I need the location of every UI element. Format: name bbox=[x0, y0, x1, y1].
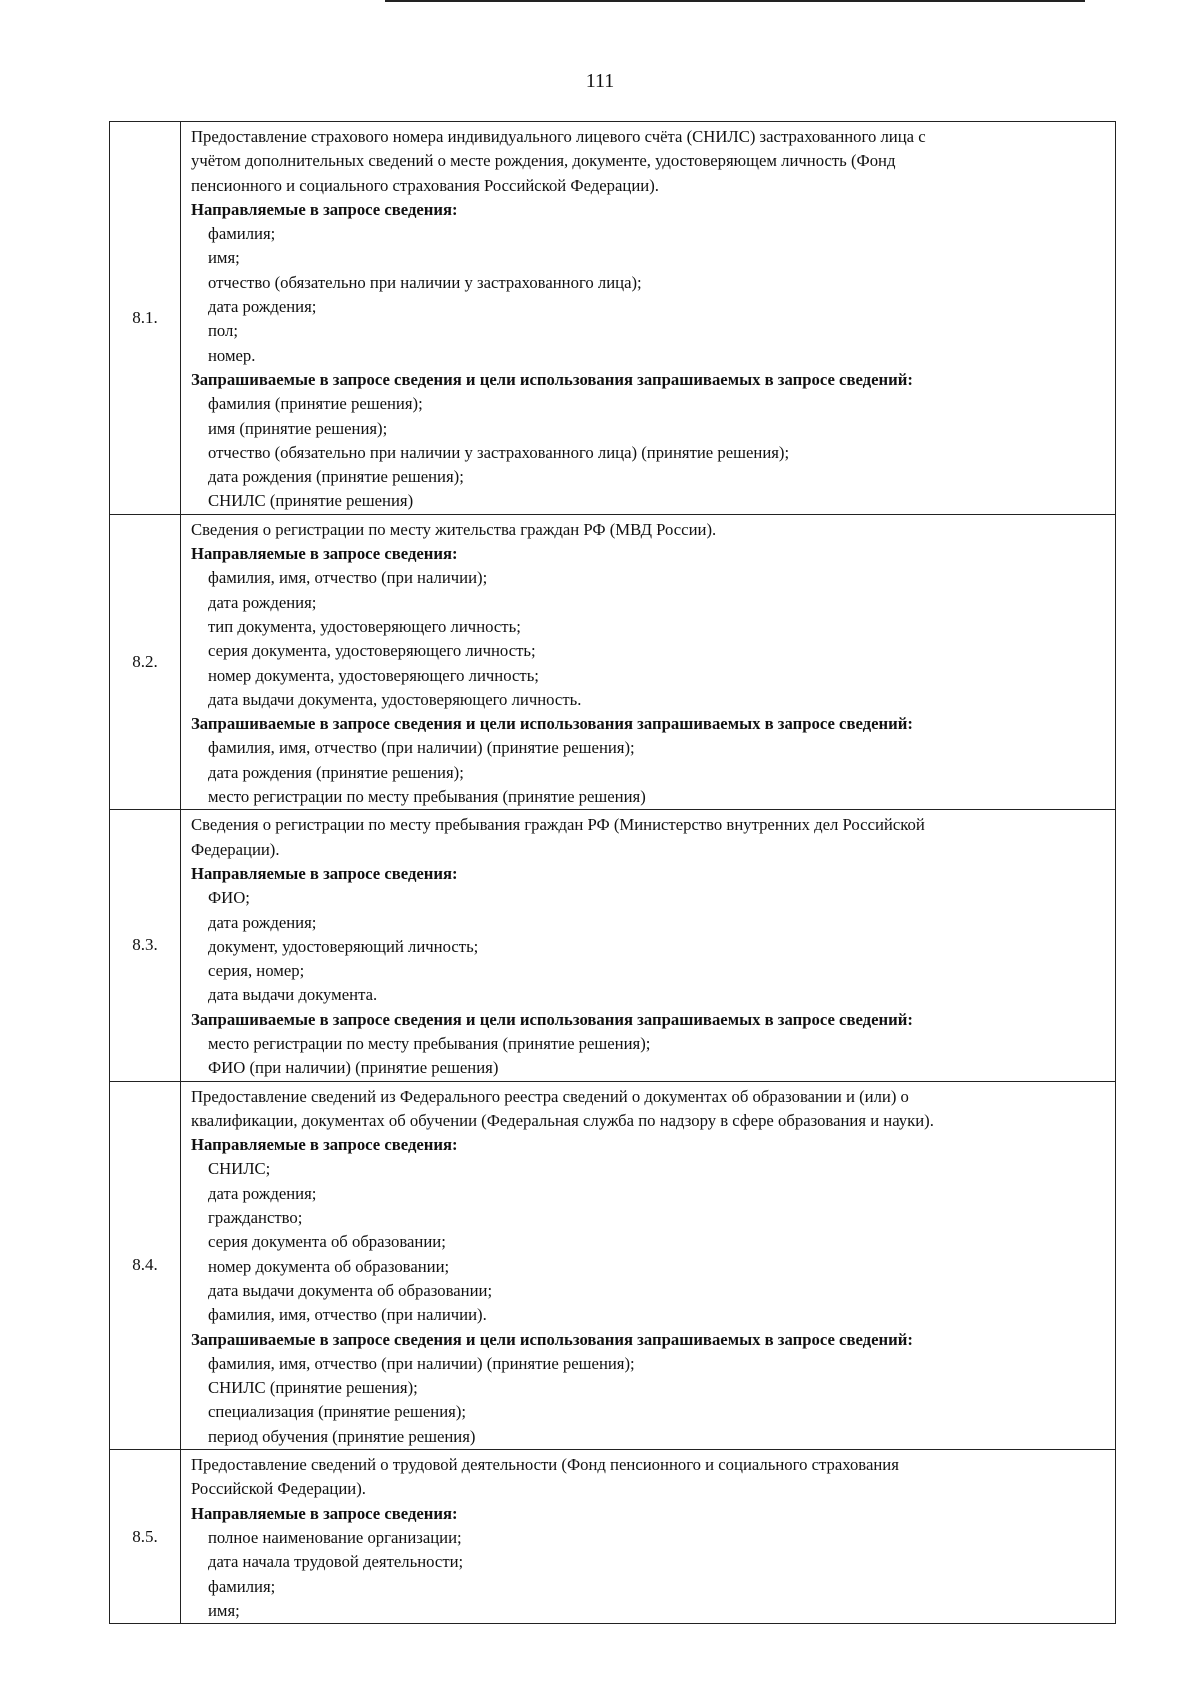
sent-heading: Направляемые в запросе сведения: bbox=[191, 544, 458, 564]
requested-item: период обучения (принятие решения) bbox=[208, 1426, 476, 1446]
row-number: 8.3. bbox=[110, 810, 181, 1081]
row-content bbox=[181, 514, 1116, 810]
sent-item: серия, номер; bbox=[208, 961, 305, 981]
row-content bbox=[181, 122, 1116, 515]
requested-heading: Запрашиваемые в запросе сведения и цели использования запрашиваемых в запросе сведений: bbox=[191, 369, 913, 389]
row-title-line: учётом дополнительных сведений о месте рождения, документе, удостоверяющем личность (Фонд bbox=[191, 151, 896, 171]
row-title-line: Предоставление сведений из Федерального реестра сведений о документах об образовании и (или) о bbox=[191, 1086, 909, 1106]
row-title-line: квалификации, документах об обучении (Федеральная служба по надзору в сфере образования и науки). bbox=[191, 1110, 934, 1130]
requested-item: фамилия, имя, отчество (при наличии) (принятие решения); bbox=[208, 738, 635, 758]
sent-item: тип документа, удостоверяющего личность; bbox=[208, 616, 521, 636]
sent-item: фамилия; bbox=[208, 1576, 276, 1596]
requested-heading: Запрашиваемые в запросе сведения и цели использования запрашиваемых в запросе сведений: bbox=[191, 1329, 913, 1349]
requested-item: фамилия (принятие решения); bbox=[208, 394, 423, 414]
data-table bbox=[109, 121, 1116, 1624]
sent-item: дата рождения; bbox=[208, 1183, 317, 1203]
sent-item: дата рождения; bbox=[208, 592, 317, 612]
sent-item: номер. bbox=[208, 345, 256, 365]
sent-item: дата выдачи документа, удостоверяющего личность. bbox=[208, 689, 582, 709]
sent-item: пол; bbox=[208, 321, 239, 341]
row-content bbox=[181, 810, 1116, 1081]
sent-item: дата выдачи документа. bbox=[208, 985, 378, 1005]
row-number: 8.5. bbox=[110, 1450, 181, 1624]
sent-heading: Направляемые в запросе сведения: bbox=[191, 863, 458, 883]
table-row bbox=[110, 122, 1116, 515]
row-title-line: Российской Федерации). bbox=[191, 1479, 366, 1499]
row-number: 8.4. bbox=[110, 1081, 181, 1449]
requested-item: фамилия, имя, отчество (при наличии) (принятие решения); bbox=[208, 1353, 635, 1373]
sent-item: имя; bbox=[208, 248, 240, 268]
requested-item: отчество (обязательно при наличии у застрахованного лица) (принятие решения); bbox=[208, 442, 790, 462]
sent-item: имя; bbox=[208, 1600, 240, 1620]
row-title-line: Федерации). bbox=[191, 839, 280, 859]
sent-item: серия документа, удостоверяющего личность; bbox=[208, 641, 536, 661]
requested-item: место регистрации по месту пребывания (принятие решения) bbox=[208, 787, 646, 807]
row-title-line: Сведения о регистрации по месту пребывания граждан РФ (Министерство внутренних дел Российской bbox=[191, 815, 925, 835]
requested-item: дата рождения (принятие решения); bbox=[208, 467, 464, 487]
sent-item: дата выдачи документа об образовании; bbox=[208, 1280, 493, 1300]
sent-item: серия документа об образовании; bbox=[208, 1232, 446, 1252]
sent-item: полное наименование организации; bbox=[208, 1527, 462, 1547]
table-row bbox=[110, 810, 1116, 1081]
requested-heading: Запрашиваемые в запросе сведения и цели использования запрашиваемых в запросе сведений: bbox=[191, 714, 913, 734]
requested-heading: Запрашиваемые в запросе сведения и цели использования запрашиваемых в запросе сведений: bbox=[191, 1009, 913, 1029]
table-row bbox=[110, 1450, 1116, 1624]
sent-item: СНИЛС; bbox=[208, 1159, 271, 1179]
page-number: 111 bbox=[585, 70, 615, 92]
requested-item: место регистрации по месту пребывания (принятие решения); bbox=[208, 1033, 651, 1053]
sent-heading: Направляемые в запросе сведения: bbox=[191, 1135, 458, 1155]
top-rule bbox=[385, 0, 1085, 2]
sent-heading: Направляемые в запросе сведения: bbox=[191, 199, 458, 219]
row-content bbox=[181, 1081, 1116, 1449]
sent-item: номер документа, удостоверяющего личность; bbox=[208, 665, 539, 685]
requested-item: ФИО (при наличии) (принятие решения) bbox=[208, 1058, 499, 1078]
sent-item: дата начала трудовой деятельности; bbox=[208, 1552, 464, 1572]
sent-item: отчество (обязательно при наличии у застрахованного лица); bbox=[208, 272, 642, 292]
row-number: 8.1. bbox=[110, 122, 181, 515]
table-row bbox=[110, 514, 1116, 810]
row-number: 8.2. bbox=[110, 514, 181, 810]
row-title-line: Сведения о регистрации по месту жительства граждан РФ (МВД России). bbox=[191, 519, 717, 539]
sent-item: фамилия, имя, отчество (при наличии). bbox=[208, 1305, 487, 1325]
requested-item: СНИЛС (принятие решения) bbox=[208, 491, 414, 511]
sent-item: фамилия, имя, отчество (при наличии); bbox=[208, 568, 488, 588]
requested-item: имя (принятие решения); bbox=[208, 418, 388, 438]
row-title-line: Предоставление страхового номера индивидуального лицевого счёта (СНИЛС) застрахованного лица с bbox=[191, 127, 926, 146]
requested-item: дата рождения (принятие решения); bbox=[208, 762, 464, 782]
requested-item: специализация (принятие решения); bbox=[208, 1402, 467, 1422]
sent-heading: Направляемые в запросе сведения: bbox=[191, 1503, 458, 1523]
table-row bbox=[110, 1081, 1116, 1449]
sent-item: дата рождения; bbox=[208, 912, 317, 932]
sent-item: фамилия; bbox=[208, 224, 276, 244]
requested-item: СНИЛС (принятие решения); bbox=[208, 1378, 418, 1398]
row-title-line: Предоставление сведений о трудовой деятельности (Фонд пенсионного и социального страхования bbox=[191, 1455, 899, 1475]
sent-item: ФИО; bbox=[208, 888, 250, 908]
row-title-line: пенсионного и социального страхования Российской Федерации). bbox=[191, 175, 659, 195]
sent-item: дата рождения; bbox=[208, 297, 317, 317]
sent-item: документ, удостоверяющий личность; bbox=[208, 936, 479, 956]
sent-item: гражданство; bbox=[208, 1208, 303, 1228]
row-content bbox=[181, 1450, 1116, 1624]
sent-item: номер документа об образовании; bbox=[208, 1256, 450, 1276]
